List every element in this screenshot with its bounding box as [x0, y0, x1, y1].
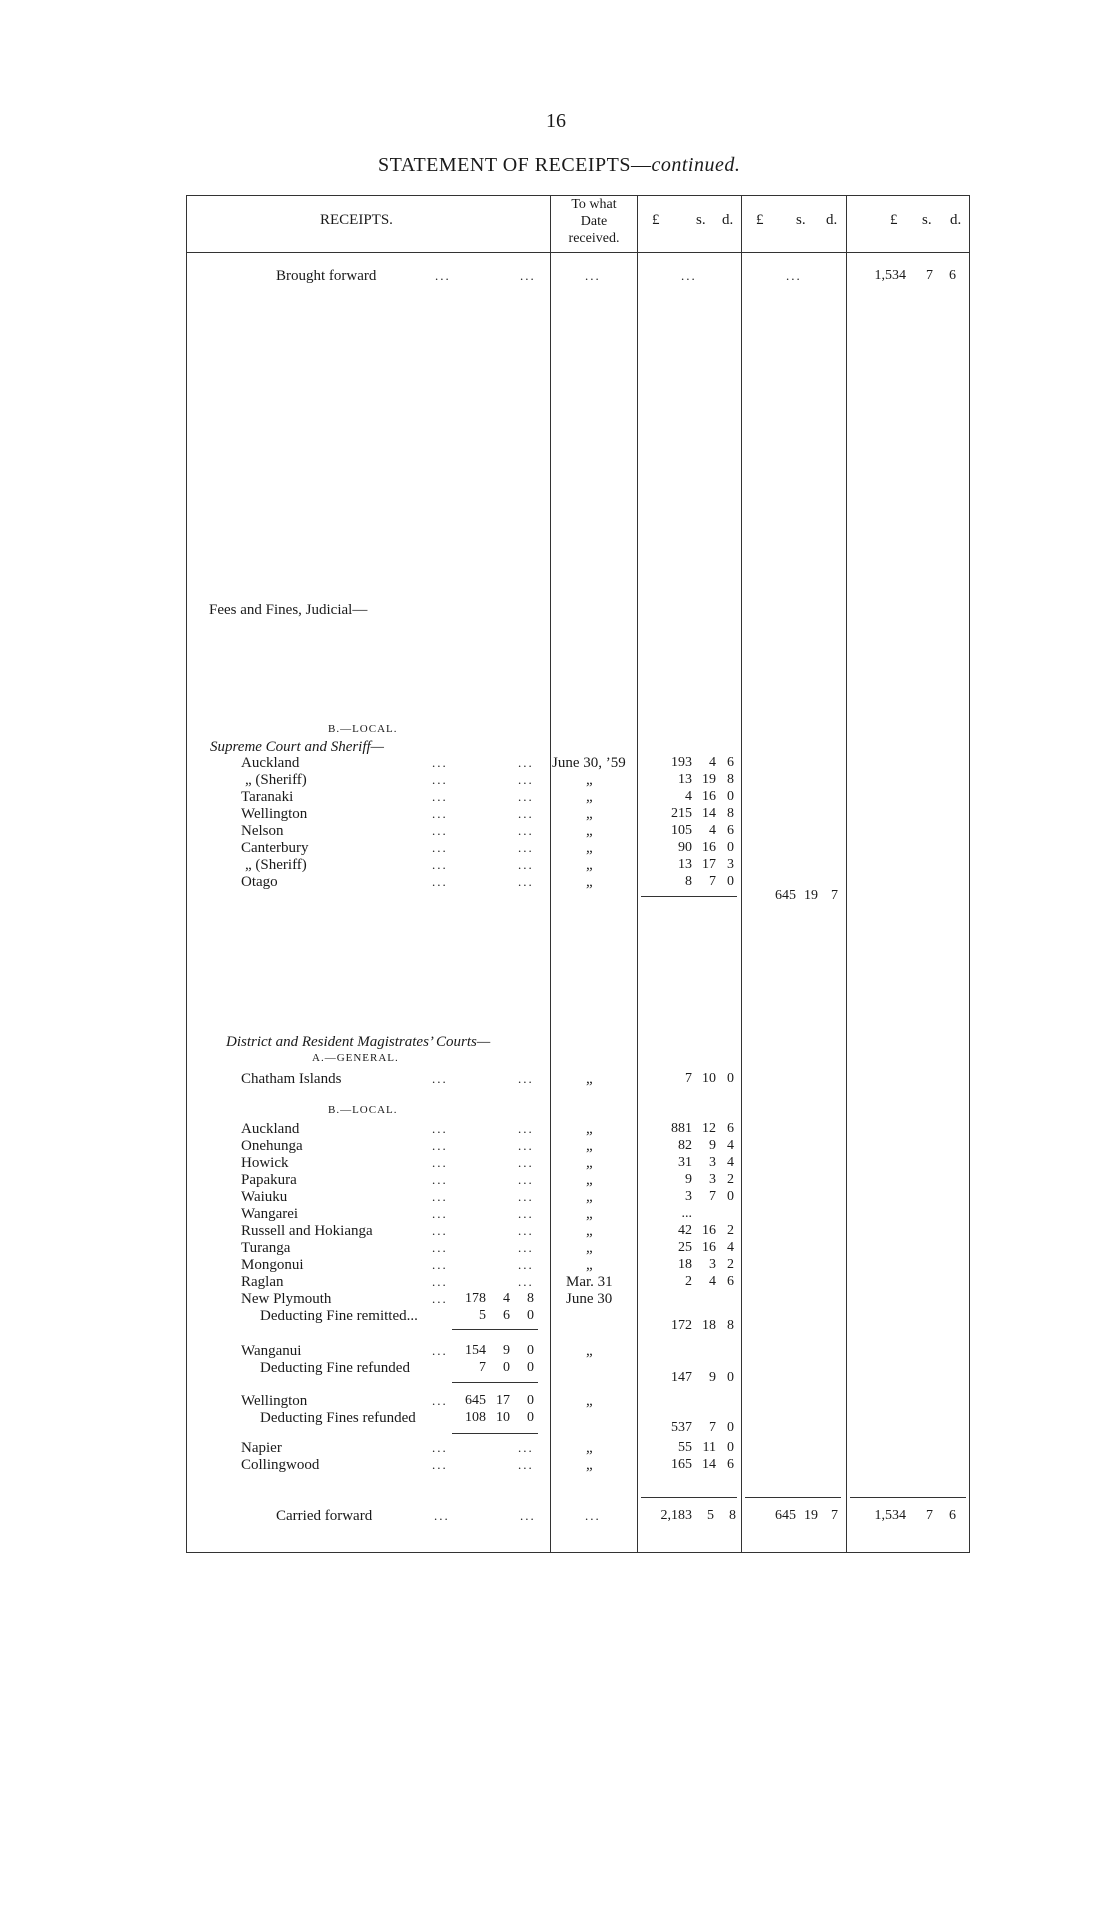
row-name: Auckland	[241, 1121, 300, 1137]
row-shillings: 3	[709, 1172, 716, 1187]
leader-dots: ...	[432, 1274, 448, 1289]
row-shillings: 7	[709, 874, 716, 889]
carried-forward-shillings-3: 7	[926, 1508, 933, 1523]
row-date: „	[586, 1440, 593, 1456]
deduction-pounds: 5	[479, 1308, 486, 1323]
row-date: „	[586, 1121, 593, 1137]
net-pounds: 537	[671, 1420, 692, 1435]
row-pence: 2	[727, 1257, 734, 1272]
row-pounds: 13	[678, 857, 692, 872]
leader-dots: ...	[518, 1274, 534, 1289]
supreme-total-pence: 7	[831, 888, 838, 903]
row-date: „	[586, 1393, 593, 1409]
page-number: 16	[546, 110, 566, 132]
row-pounds: 55	[678, 1440, 692, 1455]
row-shillings: 4	[709, 1274, 716, 1289]
leader-dots: ...	[518, 840, 534, 855]
row-date: „	[586, 1240, 593, 1256]
leader-dots: ...	[432, 874, 448, 889]
row-pounds: 7	[685, 1071, 692, 1086]
net-pounds: 147	[671, 1370, 692, 1385]
deduction-pence: 0	[527, 1360, 534, 1375]
row-name: „ (Sheriff)	[245, 772, 307, 788]
leader-dots: ...	[518, 874, 534, 889]
row-date: „	[586, 806, 593, 822]
row-shillings: 14	[702, 1457, 716, 1472]
row-name: Howick	[241, 1155, 289, 1171]
deduction-shillings: 6	[503, 1308, 510, 1323]
leader-dots: ...	[432, 755, 448, 770]
row-pence: 0	[727, 1071, 734, 1086]
row-date: „	[586, 1457, 593, 1473]
row-name: Wellington	[241, 1393, 308, 1409]
header-shillings-3: s.	[922, 212, 932, 228]
title-continued: continued.	[651, 154, 741, 176]
header-date-column	[555, 196, 633, 247]
row-date: June 30	[566, 1291, 613, 1307]
leader-dots: ...	[432, 1138, 448, 1153]
deduction-shillings: 0	[503, 1360, 510, 1375]
header-pence-3: d.	[950, 212, 962, 228]
row-name: Auckland	[241, 755, 300, 771]
leader-dots: ...	[432, 772, 448, 787]
row-date: „	[586, 789, 593, 805]
leader-dots: ...	[432, 1206, 448, 1221]
carried-forward-shillings-1: 5	[707, 1508, 714, 1523]
row-pounds: 881	[671, 1121, 692, 1136]
row-date: June 30, ’59	[552, 755, 626, 771]
header-shillings-1: s.	[696, 212, 706, 228]
leader-dots: ...	[518, 1257, 534, 1272]
leader-dots: ...	[432, 1457, 448, 1472]
row-name: Mongonui	[241, 1257, 304, 1273]
row-shillings: 19	[702, 772, 716, 787]
subheading-general: A.—GENERAL.	[312, 1052, 399, 1064]
leader-dots: ...	[435, 268, 451, 283]
subheading-local: B.—LOCAL.	[328, 723, 398, 735]
row-shillings: 11	[702, 1440, 716, 1455]
row-pounds: 90	[678, 840, 692, 855]
leader-dots: ...	[518, 806, 534, 821]
deduction-pounds: 108	[465, 1410, 486, 1425]
header-date-line2: Date	[580, 214, 608, 229]
row-date: „	[586, 772, 593, 788]
row-pence: 6	[727, 1274, 734, 1289]
net-pence: 8	[727, 1318, 734, 1333]
deduction-label: Deducting Fine remitted...	[260, 1308, 418, 1324]
net-pounds: 172	[671, 1318, 692, 1333]
leader-dots: ...	[432, 1189, 448, 1204]
row-name: Collingwood	[241, 1457, 320, 1473]
page-title	[378, 154, 740, 177]
carried-forward-date: ...	[585, 1508, 601, 1523]
row-pounds: 82	[678, 1138, 692, 1153]
row-pence: 6	[727, 755, 734, 770]
row-name: Canterbury	[241, 840, 309, 856]
row-name: Turanga	[241, 1240, 291, 1256]
row-date: „	[586, 823, 593, 839]
header-date-line1: To what	[571, 197, 617, 212]
header-pounds-3: £	[890, 212, 898, 228]
row-pounds: 9	[685, 1172, 692, 1187]
row-pence: 6	[727, 1121, 734, 1136]
row-date: „	[586, 1223, 593, 1239]
net-pence: 0	[727, 1420, 734, 1435]
brought-forward-date: ...	[585, 268, 601, 283]
row-date: „	[586, 857, 593, 873]
header-pounds-1: £	[652, 212, 660, 228]
row-shillings: 7	[709, 1189, 716, 1204]
net-shillings: 9	[709, 1370, 716, 1385]
brought-forward-pounds: 1,534	[874, 268, 906, 283]
leader-dots: ...	[432, 1240, 448, 1255]
row-pence: 0	[727, 874, 734, 889]
leader-dots: ...	[518, 857, 534, 872]
row-pence: 6	[727, 823, 734, 838]
row-shillings: 16	[702, 1240, 716, 1255]
gross-shillings: 17	[496, 1393, 510, 1408]
deduction-pence: 0	[527, 1308, 534, 1323]
leader-dots: ...	[520, 1508, 536, 1523]
brought-forward-pence: 6	[949, 268, 956, 283]
gross-pence: 0	[527, 1343, 534, 1358]
deduction-label: Deducting Fines refunded	[260, 1410, 416, 1426]
gross-shillings: 4	[503, 1291, 510, 1306]
row-pence: 6	[727, 1457, 734, 1472]
leader-dots: ...	[520, 268, 536, 283]
row-pounds: 215	[671, 806, 692, 821]
deduction-shillings: 10	[496, 1410, 510, 1425]
leader-dots: ...	[518, 772, 534, 787]
row-date: „	[586, 1172, 593, 1188]
row-pence: 0	[727, 840, 734, 855]
leader-dots: ...	[432, 1393, 448, 1408]
header-pence-2: d.	[826, 212, 838, 228]
leader-dots: ...	[518, 1440, 534, 1455]
carried-forward-pounds-1: 2,183	[660, 1508, 692, 1523]
row-pence: 0	[727, 789, 734, 804]
leader-dots: ...	[432, 823, 448, 838]
row-shillings: 14	[702, 806, 716, 821]
leader-dots: ...	[518, 1223, 534, 1238]
deduction-pence: 0	[527, 1410, 534, 1425]
row-date: Mar. 31	[566, 1274, 613, 1290]
carried-forward-pounds-2: 645	[775, 1508, 796, 1523]
row-name: Wangarei	[241, 1206, 299, 1222]
leader-dots: ...	[518, 1206, 534, 1221]
row-name: Wellington	[241, 806, 308, 822]
gross-pounds: 645	[465, 1393, 486, 1408]
subheading-local-2: B.—LOCAL.	[328, 1104, 398, 1116]
row-name: Papakura	[241, 1172, 297, 1188]
row-name: „ (Sheriff)	[245, 857, 307, 873]
leader-dots: ...	[432, 1172, 448, 1187]
row-shillings: 17	[702, 857, 716, 872]
gross-shillings: 9	[503, 1343, 510, 1358]
row-date: „	[586, 1206, 593, 1222]
row-pence: 4	[727, 1240, 734, 1255]
row-pounds: 42	[678, 1223, 692, 1238]
row-pounds: 8	[685, 874, 692, 889]
row-pounds: 25	[678, 1240, 692, 1255]
carried-forward-pence-1: 8	[729, 1508, 736, 1523]
row-pence: 8	[727, 806, 734, 821]
row-name: Otago	[241, 874, 278, 890]
leader-dots: ...	[434, 1508, 450, 1523]
row-name: Chatham Islands	[241, 1071, 342, 1087]
row-pence: 2	[727, 1172, 734, 1187]
leader-dots: ...	[518, 1457, 534, 1472]
carried-forward-label: Carried forward	[276, 1508, 373, 1524]
row-shillings: 16	[702, 789, 716, 804]
row-date: „	[586, 874, 593, 890]
carried-forward-pounds-3: 1,534	[874, 1508, 906, 1523]
row-name: Taranaki	[241, 789, 294, 805]
leader-dots: ...	[518, 1155, 534, 1170]
leader-dots: ...	[432, 857, 448, 872]
row-pounds: 31	[678, 1155, 692, 1170]
row-pounds: 13	[678, 772, 692, 787]
leader-dots: ...	[432, 1440, 448, 1455]
gross-pounds: 178	[465, 1291, 486, 1306]
row-date: „	[586, 1138, 593, 1154]
row-date: „	[586, 1189, 593, 1205]
gross-pence: 8	[527, 1291, 534, 1306]
title-main: STATEMENT OF RECEIPTS—	[378, 154, 652, 176]
net-shillings: 7	[709, 1420, 716, 1435]
leader-dots: ...	[518, 1138, 534, 1153]
row-pounds: 165	[671, 1457, 692, 1472]
deduction-label: Deducting Fine refunded	[260, 1360, 410, 1376]
row-name: Onehunga	[241, 1138, 303, 1154]
leader-dots: ...	[432, 1071, 448, 1086]
leader-dots: ...	[432, 1343, 448, 1358]
row-date: „	[586, 1155, 593, 1171]
row-name: Nelson	[241, 823, 284, 839]
leader-dots: ...	[432, 1121, 448, 1136]
leader-dots: ...	[432, 840, 448, 855]
row-pounds: 4	[685, 789, 692, 804]
row-shillings: 3	[709, 1155, 716, 1170]
brought-forward-col1: ...	[681, 268, 697, 283]
row-pence: 2	[727, 1223, 734, 1238]
row-name: Wanganui	[241, 1343, 302, 1359]
brought-forward-shillings: 7	[926, 268, 933, 283]
row-shillings: 9	[709, 1138, 716, 1153]
row-date: „	[586, 1071, 593, 1087]
row-shillings: 4	[709, 823, 716, 838]
supreme-total-shillings: 19	[804, 888, 818, 903]
row-pounds: ...	[681, 1206, 692, 1221]
header-pounds-2: £	[756, 212, 764, 228]
row-pence: 3	[727, 857, 734, 872]
leader-dots: ...	[432, 1223, 448, 1238]
row-shillings: 4	[709, 755, 716, 770]
supreme-total-pounds: 645	[775, 888, 796, 903]
row-shillings: 16	[702, 1223, 716, 1238]
row-pounds: 2	[685, 1274, 692, 1289]
leader-dots: ...	[518, 755, 534, 770]
deduction-pounds: 7	[479, 1360, 486, 1375]
brought-forward-col2: ...	[786, 268, 802, 283]
row-name: Napier	[241, 1440, 282, 1456]
row-pence: 4	[727, 1155, 734, 1170]
header-receipts: RECEIPTS.	[320, 212, 393, 228]
leader-dots: ...	[432, 1155, 448, 1170]
row-pence: 8	[727, 772, 734, 787]
row-name: Russell and Hokianga	[241, 1223, 373, 1239]
row-shillings: 10	[702, 1071, 716, 1086]
row-pence: 0	[727, 1189, 734, 1204]
header-date-line3: received.	[568, 231, 620, 246]
leader-dots: ...	[518, 1240, 534, 1255]
row-date: „	[586, 1343, 593, 1359]
gross-pounds: 154	[465, 1343, 486, 1358]
gross-pence: 0	[527, 1393, 534, 1408]
row-shillings: 12	[702, 1121, 716, 1136]
row-pounds: 193	[671, 755, 692, 770]
carried-forward-shillings-2: 19	[804, 1508, 818, 1523]
header-shillings-2: s.	[796, 212, 806, 228]
leader-dots: ...	[518, 1172, 534, 1187]
row-pounds: 105	[671, 823, 692, 838]
row-date: „	[586, 840, 593, 856]
leader-dots: ...	[432, 789, 448, 804]
row-name: Waiuku	[241, 1189, 288, 1205]
net-shillings: 18	[702, 1318, 716, 1333]
section-heading-district: District and Resident Magistrates’ Courts—	[226, 1034, 491, 1050]
leader-dots: ...	[432, 1291, 448, 1306]
leader-dots: ...	[518, 823, 534, 838]
row-shillings: 16	[702, 840, 716, 855]
row-shillings: 3	[709, 1257, 716, 1272]
carried-forward-pence-3: 6	[949, 1508, 956, 1523]
row-pounds: 3	[685, 1189, 692, 1204]
row-name: New Plymouth	[241, 1291, 332, 1307]
section-heading-supreme: Supreme Court and Sheriff—	[210, 739, 385, 755]
row-pence: 4	[727, 1138, 734, 1153]
header-pence-1: d.	[722, 212, 734, 228]
leader-dots: ...	[432, 1257, 448, 1272]
net-pence: 0	[727, 1370, 734, 1385]
leader-dots: ...	[432, 806, 448, 821]
brought-forward-label: Brought forward	[276, 268, 377, 284]
row-pounds: 18	[678, 1257, 692, 1272]
leader-dots: ...	[518, 1121, 534, 1136]
row-date: „	[586, 1257, 593, 1273]
carried-forward-pence-2: 7	[831, 1508, 838, 1523]
leader-dots: ...	[518, 1071, 534, 1086]
leader-dots: ...	[518, 789, 534, 804]
section-heading-fees: Fees and Fines, Judicial—	[209, 602, 368, 618]
leader-dots: ...	[518, 1189, 534, 1204]
row-pence: 0	[727, 1440, 734, 1455]
row-name: Raglan	[241, 1274, 284, 1290]
